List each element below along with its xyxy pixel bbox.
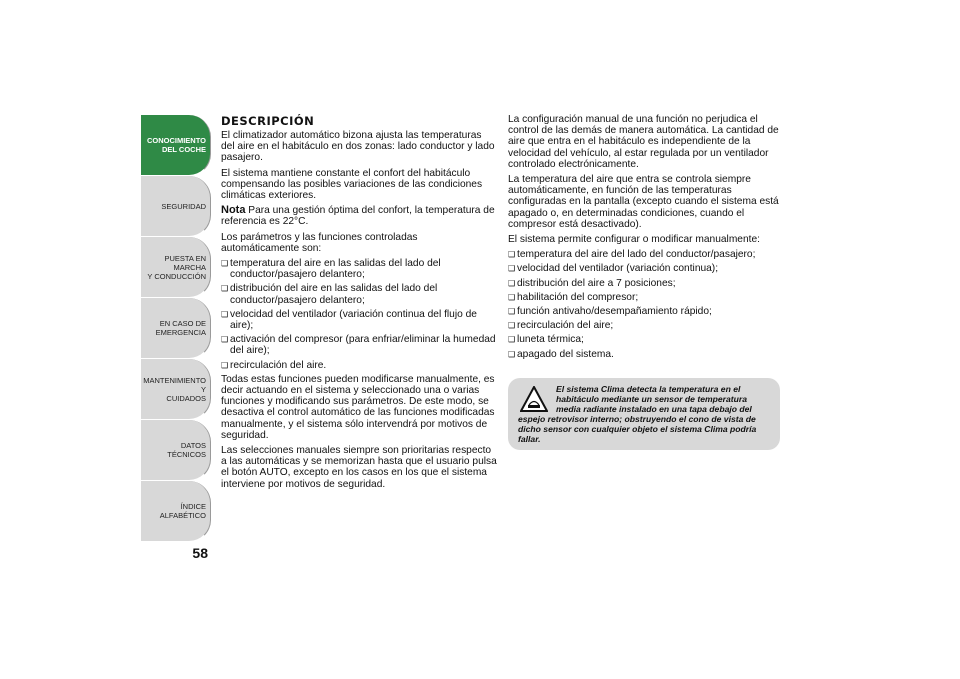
list-item: ❑ temperatura del aire en las salidas del lado del conductor/pasajero delantero; bbox=[221, 258, 497, 280]
list-item: ❑ luneta térmica; bbox=[508, 334, 780, 345]
paragraph: El sistema permite configurar o modificar manualmente: bbox=[508, 234, 760, 246]
left-column bbox=[221, 114, 497, 494]
manual-functions-list bbox=[508, 249, 780, 360]
sidebar-tabs bbox=[141, 115, 211, 542]
list-item: ❑ activación del compresor (para enfriar/eliminar la humedad del aire); bbox=[221, 334, 497, 356]
tab-en-caso-de-emergencia[interactable]: EN CASO DE EMERGENCIA bbox=[141, 298, 211, 359]
list-item: ❑ velocidad del ventilador (variación continua del flujo de aire); bbox=[221, 309, 497, 331]
warning-box bbox=[508, 378, 780, 450]
list-item: ❑ función antivaho/desempañamiento rápido; bbox=[508, 306, 780, 317]
note-text: Para una gestión óptima del confort, la temperatura de referencia es 22°C. bbox=[221, 205, 495, 228]
list-item: ❑ velocidad del ventilador (variación continua); bbox=[508, 263, 780, 274]
paragraph: La temperatura del aire que entra se controla siempre automáticamente, en función de las temperaturas configuradas en la pantalla (excepto cuando el sistema está apagado o, en determinadas condiciones, cuando el compresor está desactivado). bbox=[508, 174, 779, 230]
tab-indice-alfabetico[interactable]: ÍNDICE ALFABÉTICO bbox=[141, 481, 211, 542]
list-item: ❑ habilitación del compresor; bbox=[508, 292, 780, 303]
tab-seguridad[interactable]: SEGURIDAD bbox=[141, 176, 211, 237]
section-heading: DESCRIPCIÓN bbox=[221, 114, 315, 128]
tab-datos-tecnicos[interactable]: DATOS TÉCNICOS bbox=[141, 420, 211, 481]
warning-text: El sistema Clima detecta la temperatura en el habitáculo mediante un sensor de temperatura media radiante instalado en una tapa debajo del espejo retrovisor interno; obstruyendo el cono de vista de dicho sensor con cualquier objeto el sistema Clima podría fallar. bbox=[518, 384, 757, 444]
paragraph: Todas estas funciones pueden modificarse manualmente, es decir actuando en el sistema y seleccionado una o varias funciones y modificando sus parámetros. De este modo, se desactiva el control automático de las funciones modificadas manualmente, y el sistema sólo intervendrá por motivos de seguridad. bbox=[221, 373, 495, 441]
auto-functions-list bbox=[221, 258, 497, 371]
note bbox=[221, 205, 497, 227]
list-item: ❑ apagado del sistema. bbox=[508, 349, 780, 360]
right-column bbox=[508, 114, 780, 363]
list-item: ❑ distribución del aire a 7 posiciones; bbox=[508, 278, 780, 289]
list-item: ❑ distribución del aire en las salidas del lado del conductor/pasajero delantero; bbox=[221, 283, 497, 305]
paragraph: El sistema mantiene constante el confort del habitáculo compensando las posibles variaciones de las condiciones climáticas exteriores. bbox=[221, 167, 483, 202]
list-item: ❑ temperatura del aire del lado del conductor/pasajero; bbox=[508, 249, 780, 260]
paragraph: Las selecciones manuales siempre son prioritarias respecto a las automáticas y se memorizan hasta que el usuario pulsa el botón AUTO, excepto en los casos en los que el sistema interviene por motivos de seguridad. bbox=[221, 445, 497, 490]
tab-conocimiento-del-coche[interactable]: CONOCIMIENTO DEL COCHE bbox=[141, 115, 211, 176]
list-item: ❑ recirculación del aire; bbox=[508, 320, 780, 331]
list-item: ❑ recirculación del aire. bbox=[221, 360, 497, 371]
paragraph: El climatizador automático bizona ajusta las temperaturas del aire en el habitáculo en dos zonas: lado conductor y lado pasajero. bbox=[221, 130, 495, 164]
warning-icon bbox=[520, 386, 548, 412]
tab-puesta-en-marcha[interactable]: PUESTA EN MARCHA Y CONDUCCIÓN bbox=[141, 237, 211, 298]
note-label: Nota bbox=[221, 204, 246, 217]
paragraph: Los parámetros y las funciones controladas automáticamente son: bbox=[221, 231, 418, 254]
paragraph: La configuración manual de una función no perjudica el control de las demás de manera automática. La cantidad de aire que entra en el habitáculo es independiente de la velocidad del vehículo, al estar regulada por un ventilador controlado electrónicamente. bbox=[508, 114, 779, 170]
page-number: 58 bbox=[192, 545, 208, 561]
tab-mantenimiento-y-cuidados[interactable]: MANTENIMIENTO Y CUIDADOS bbox=[141, 359, 211, 420]
